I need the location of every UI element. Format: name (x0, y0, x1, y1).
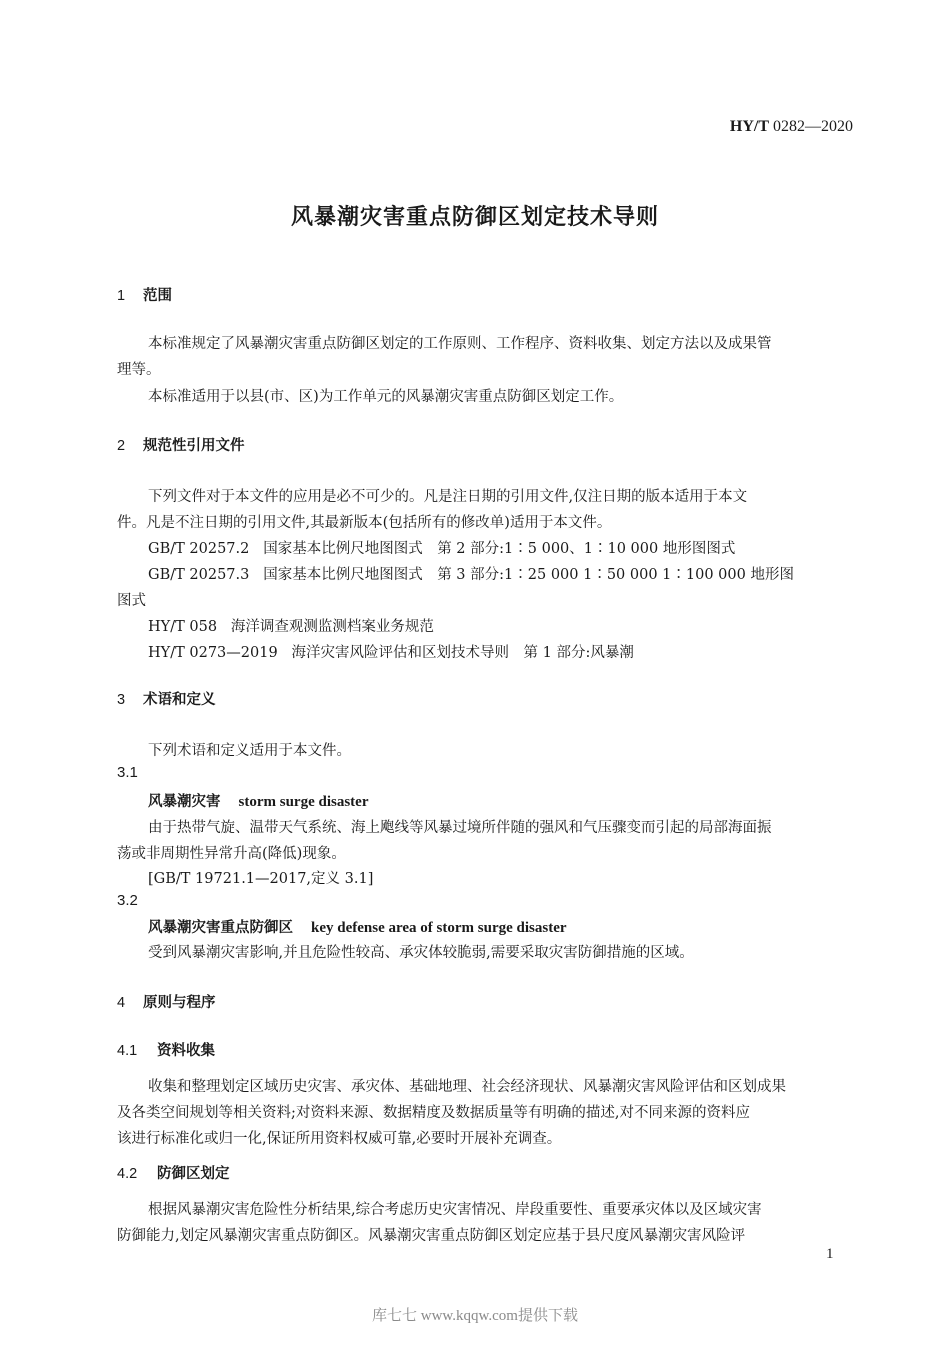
document-title: 风暴潮灾害重点防御区划定技术导则 (290, 205, 659, 230)
watermark-text: 库七七 www.kqqw.com提供下载 (372, 1308, 578, 1324)
reference-item (148, 563, 794, 584)
subsection-heading-4-2 (117, 1162, 230, 1183)
subsection-title: 资料收集 (157, 1043, 215, 1059)
section-title: 术语和定义 (143, 692, 216, 708)
term-number: 3.2 (117, 892, 138, 909)
page-number: 1 (826, 1246, 834, 1262)
section-title: 规范性引用文件 (143, 438, 245, 454)
reference-continuation: 图式 (117, 593, 146, 609)
reference-code: HY/T 0273—2019 (148, 645, 278, 661)
reference-title: 海洋灾害风险评估和区划技术导则 第 1 部分:风暴潮 (291, 645, 634, 661)
paragraph-line: 下列术语和定义适用于本文件。 (148, 743, 351, 759)
definition-line: 荡或非周期性异常升高(降低)现象。 (117, 846, 346, 862)
term-entry (148, 916, 567, 937)
paragraph-line: 下列文件对于本文件的应用是必不可少的。凡是注日期的引用文件,仅注日期的版本适用于本文 (148, 489, 748, 505)
reference-title: 国家基本比例尺地图图式 第 2 部分:1∶5 000、1∶10 000 地形图图式 (263, 541, 736, 557)
reference-item (148, 537, 735, 558)
standard-prefix: HY/T (729, 118, 769, 135)
term-entry (148, 790, 368, 811)
section-heading-4 (117, 991, 216, 1012)
paragraph-line: 根据风暴潮灾害危险性分析结果,综合考虑历史灾害情况、岸段重要性、重要承灾体以及区域灾害 (148, 1202, 762, 1218)
section-title: 范围 (143, 288, 172, 304)
standard-number: 0282—2020 (773, 118, 853, 135)
definition-line: 由于热带气旋、温带天气系统、海上飑线等风暴过境所伴随的强风和气压骤变而引起的局部海面振 (148, 820, 772, 836)
reference-item (148, 641, 634, 662)
standard-code (730, 118, 853, 136)
reference-title: 海洋调查观测监测档案业务规范 (230, 619, 434, 635)
reference-title: 国家基本比例尺地图图式 第 3 部分:1∶25 000 1∶50 000 1∶100 000 地形图 (263, 567, 794, 583)
paragraph-line: 本标准适用于以县(市、区)为工作单元的风暴潮灾害重点防御区划定工作。 (148, 389, 624, 405)
section-heading-3 (117, 688, 216, 709)
section-number: 3 (117, 692, 126, 708)
term-number: 3.1 (117, 764, 138, 781)
paragraph-line: 及各类空间规划等相关资料;对资料来源、数据精度及数据质量等有明确的描述,对不同来源的资料应 (117, 1105, 750, 1121)
section-title: 原则与程序 (143, 995, 216, 1011)
section-heading-2 (117, 434, 245, 455)
section-heading-1 (117, 284, 172, 305)
paragraph-line: 防御能力,划定风暴潮灾害重点防御区。风暴潮灾害重点防御区划定应基于县尺度风暴潮灾害风险评 (117, 1228, 746, 1244)
paragraph-line: 收集和整理划定区域历史灾害、承灾体、基础地理、社会经济现状、风暴潮灾害风险评估和区划成果 (148, 1079, 786, 1095)
definition-source: [GB/T 19721.1—2017,定义 3.1] (148, 871, 374, 887)
section-number: 1 (117, 288, 126, 304)
paragraph-line: 该进行标准化或归一化,保证所用资料权威可靠,必要时开展补充调查。 (117, 1131, 562, 1147)
subsection-number: 4.1 (117, 1043, 138, 1059)
section-number: 4 (117, 995, 126, 1011)
term-zh: 风暴潮灾害 (148, 794, 221, 810)
subsection-heading-4-1 (117, 1039, 215, 1060)
reference-item (148, 615, 434, 636)
reference-code: GB/T 20257.3 (148, 567, 250, 583)
reference-code: HY/T 058 (148, 619, 218, 635)
reference-code: GB/T 20257.2 (148, 541, 250, 557)
term-zh: 风暴潮灾害重点防御区 (148, 920, 293, 936)
subsection-number: 4.2 (117, 1166, 138, 1182)
term-en: key defense area of storm surge disaster (311, 920, 567, 936)
section-number: 2 (117, 438, 126, 454)
term-en: storm surge disaster (238, 794, 369, 810)
subsection-title: 防御区划定 (157, 1166, 230, 1182)
paragraph-line: 件。凡是不注日期的引用文件,其最新版本(包括所有的修改单)适用于本文件。 (117, 515, 612, 531)
paragraph-line: 理等。 (117, 362, 161, 378)
paragraph-line: 本标准规定了风暴潮灾害重点防御区划定的工作原则、工作程序、资料收集、划定方法以及成果管 (148, 336, 772, 352)
definition-line: 受到风暴潮灾害影响,并且危险性较高、承灾体较脆弱,需要采取灾害防御措施的区域。 (148, 945, 694, 961)
